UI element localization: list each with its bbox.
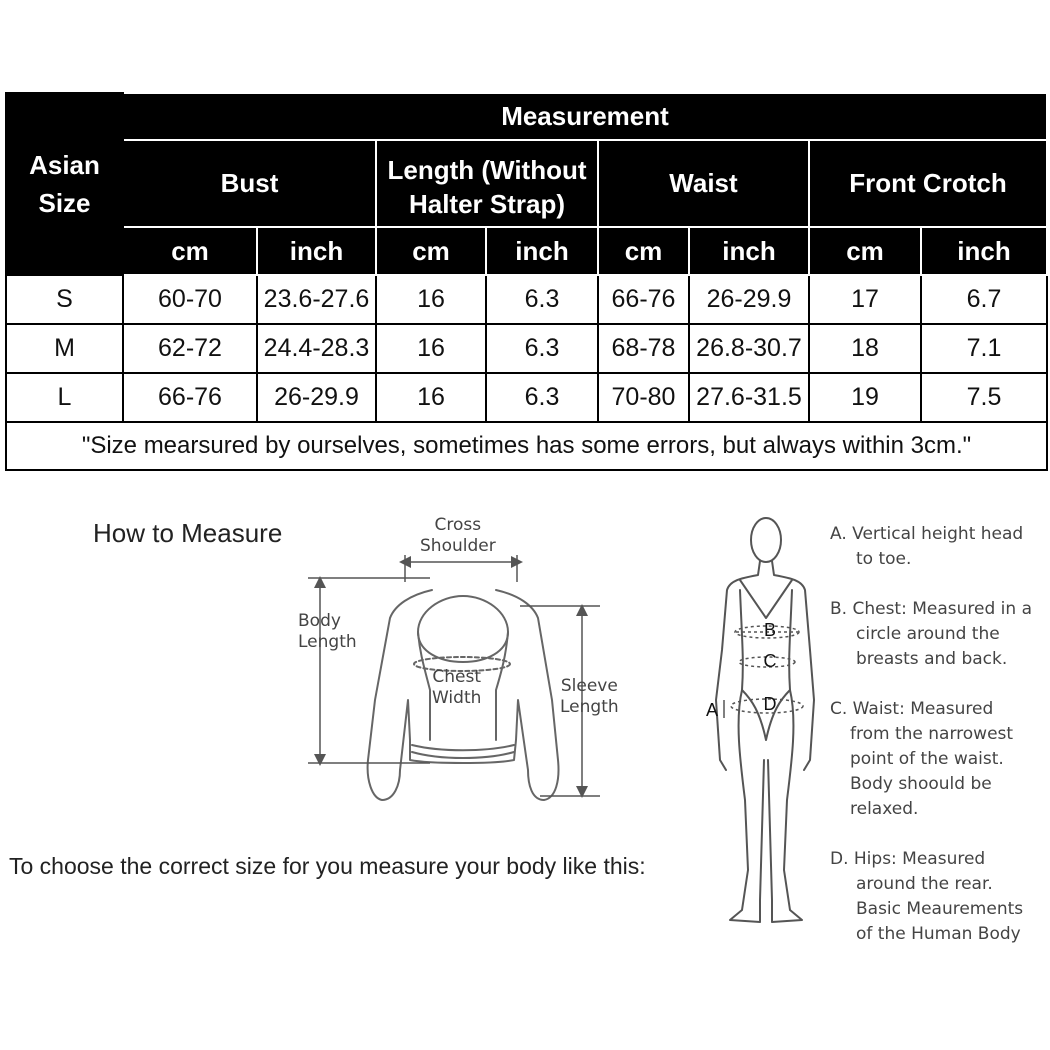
cross-shoulder-label: Cross Shoulder	[420, 515, 496, 556]
body-figure-icon	[716, 518, 814, 922]
value-cell: 70-80	[598, 373, 689, 422]
choose-size-text: To choose the correct size for you measure your body like this:	[9, 853, 646, 879]
value-cell: 18	[809, 324, 921, 373]
asian-size-header: Asian Size	[6, 93, 123, 275]
value-cell: 16	[376, 373, 486, 422]
how-to-measure-title: How to Measure	[93, 518, 283, 548]
value-cell: 62-72	[123, 324, 257, 373]
value-cell: 6.3	[486, 373, 598, 422]
legend-item-c: C. Waist: Measured from the narrowest point of the waist. Body shoould be relaxed.	[830, 699, 1014, 819]
size-cell: L	[6, 373, 123, 422]
value-cell: 26-29.9	[689, 275, 809, 324]
measurement-legend	[830, 522, 1048, 947]
legend-item-a: A. Vertical height head to toe.	[830, 524, 1024, 569]
legend-item-d: D. Hips: Measured around the rear. Basic Meaurements of the Human Body	[830, 849, 1024, 944]
value-cell: 7.1	[921, 324, 1047, 373]
body-length-label: Body Length	[298, 611, 357, 652]
chest-width-label: Chest Width	[432, 667, 482, 708]
legend-item-b: B. Chest: Measured in a circle around the breasts and back.	[830, 599, 1032, 669]
unit-cm-header: cm	[809, 227, 921, 275]
value-cell: 16	[376, 324, 486, 373]
size-cell: S	[6, 275, 123, 324]
unit-inch-header: inch	[689, 227, 809, 275]
unit-inch-header: inch	[257, 227, 376, 275]
front-crotch-header: Front Crotch	[809, 140, 1047, 227]
bust-header: Bust	[123, 140, 376, 227]
value-cell: 6.3	[486, 275, 598, 324]
value-cell: 66-76	[598, 275, 689, 324]
size-cell: M	[6, 324, 123, 373]
body-label-d: D	[763, 694, 777, 714]
value-cell: 23.6-27.6	[257, 275, 376, 324]
unit-cm-header: cm	[376, 227, 486, 275]
value-cell: 6.7	[921, 275, 1047, 324]
waist-header: Waist	[598, 140, 809, 227]
value-cell: 68-78	[598, 324, 689, 373]
measurement-header: Measurement	[123, 93, 1047, 140]
value-cell: 27.6-31.5	[689, 373, 809, 422]
value-cell: 26.8-30.7	[689, 324, 809, 373]
unit-cm-header: cm	[598, 227, 689, 275]
value-cell: 19	[809, 373, 921, 422]
value-cell: 17	[809, 275, 921, 324]
value-cell: 60-70	[123, 275, 257, 324]
size-note: "Size mearsured by ourselves, sometimes has some errors, but always within 3cm."	[6, 422, 1047, 470]
sleeve-length-label: Sleeve Length	[560, 676, 619, 717]
body-label-a: A	[705, 700, 719, 720]
body-label-c: C	[763, 651, 777, 671]
value-cell: 6.3	[486, 324, 598, 373]
unit-inch-header: inch	[921, 227, 1047, 275]
value-cell: 16	[376, 275, 486, 324]
length-header: Length (Without Halter Strap)	[376, 140, 598, 227]
value-cell: 24.4-28.3	[257, 324, 376, 373]
value-cell: 7.5	[921, 373, 1047, 422]
unit-inch-header: inch	[486, 227, 598, 275]
unit-cm-header: cm	[123, 227, 257, 275]
value-cell: 66-76	[123, 373, 257, 422]
value-cell: 26-29.9	[257, 373, 376, 422]
body-label-b: B	[763, 620, 777, 640]
